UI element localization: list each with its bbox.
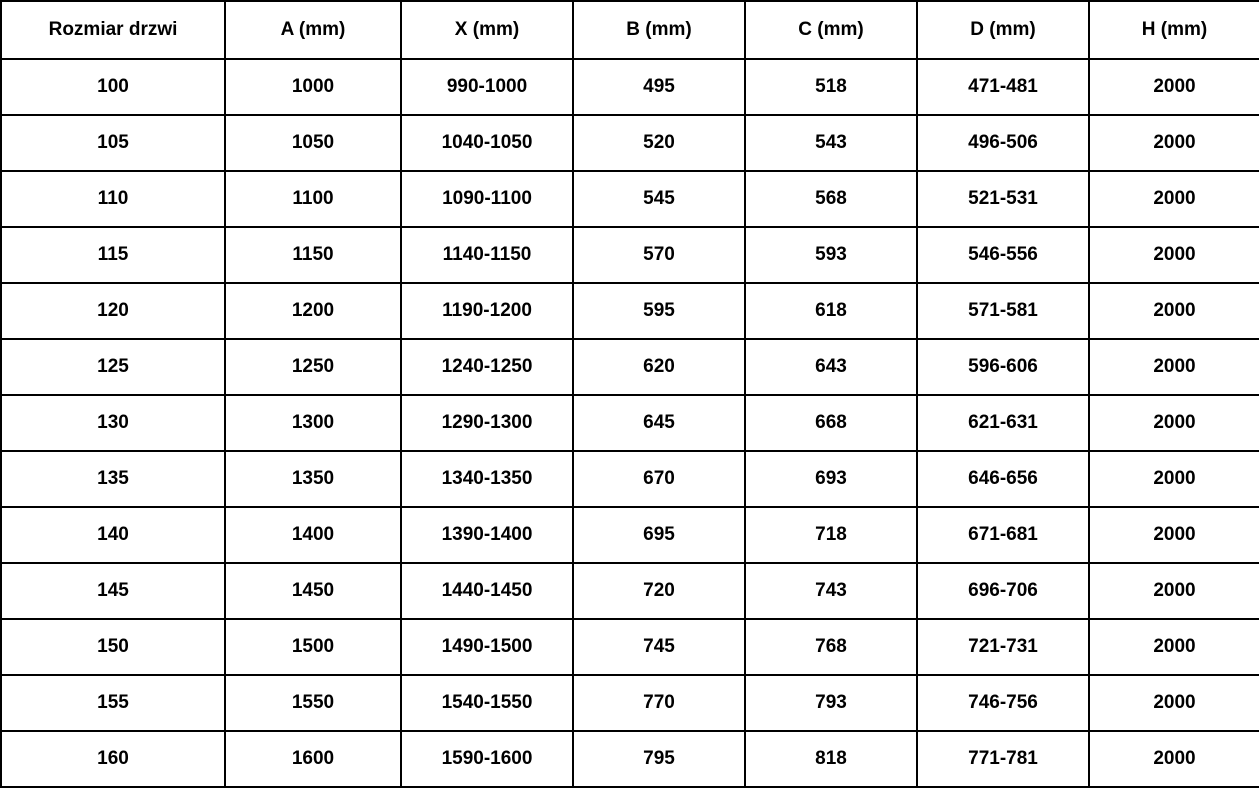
column-header-h: H (mm)	[1089, 1, 1259, 59]
cell-c: 693	[745, 451, 917, 507]
cell-c: 718	[745, 507, 917, 563]
table-row	[1, 395, 1259, 451]
cell-c: 543	[745, 115, 917, 171]
cell-a: 1150	[225, 227, 401, 283]
column-header-b: B (mm)	[573, 1, 745, 59]
table-row	[1, 227, 1259, 283]
cell-x: 1090-1100	[401, 171, 573, 227]
column-header-x: X (mm)	[401, 1, 573, 59]
cell-d: 721-731	[917, 619, 1089, 675]
cell-h: 2000	[1089, 731, 1259, 787]
cell-b: 670	[573, 451, 745, 507]
cell-d: 746-756	[917, 675, 1089, 731]
table-row	[1, 283, 1259, 339]
cell-a: 1400	[225, 507, 401, 563]
cell-h: 2000	[1089, 395, 1259, 451]
cell-d: 546-556	[917, 227, 1089, 283]
cell-x: 1340-1350	[401, 451, 573, 507]
column-header-c: C (mm)	[745, 1, 917, 59]
cell-h: 2000	[1089, 227, 1259, 283]
table-row	[1, 563, 1259, 619]
cell-c: 743	[745, 563, 917, 619]
cell-x: 1040-1050	[401, 115, 573, 171]
cell-h: 2000	[1089, 283, 1259, 339]
cell-c: 818	[745, 731, 917, 787]
cell-b: 770	[573, 675, 745, 731]
cell-x: 1540-1550	[401, 675, 573, 731]
cell-x: 1590-1600	[401, 731, 573, 787]
table-row	[1, 171, 1259, 227]
cell-x: 1290-1300	[401, 395, 573, 451]
cell-b: 720	[573, 563, 745, 619]
table-header	[1, 1, 1259, 59]
cell-d: 596-606	[917, 339, 1089, 395]
cell-b: 595	[573, 283, 745, 339]
cell-c: 593	[745, 227, 917, 283]
cell-d: 771-781	[917, 731, 1089, 787]
cell-h: 2000	[1089, 339, 1259, 395]
table-row	[1, 115, 1259, 171]
cell-d: 471-481	[917, 59, 1089, 115]
cell-h: 2000	[1089, 619, 1259, 675]
table-row	[1, 507, 1259, 563]
cell-d: 571-581	[917, 283, 1089, 339]
cell-c: 793	[745, 675, 917, 731]
cell-h: 2000	[1089, 171, 1259, 227]
cell-d: 621-631	[917, 395, 1089, 451]
cell-door-size: 110	[1, 171, 225, 227]
cell-door-size: 105	[1, 115, 225, 171]
cell-door-size: 140	[1, 507, 225, 563]
cell-c: 643	[745, 339, 917, 395]
column-header-d: D (mm)	[917, 1, 1089, 59]
cell-h: 2000	[1089, 563, 1259, 619]
table-header-row	[1, 1, 1259, 59]
cell-a: 1100	[225, 171, 401, 227]
table-row	[1, 59, 1259, 115]
cell-door-size: 150	[1, 619, 225, 675]
cell-door-size: 160	[1, 731, 225, 787]
cell-a: 1300	[225, 395, 401, 451]
cell-door-size: 155	[1, 675, 225, 731]
cell-d: 696-706	[917, 563, 1089, 619]
cell-b: 620	[573, 339, 745, 395]
cell-d: 646-656	[917, 451, 1089, 507]
cell-b: 545	[573, 171, 745, 227]
cell-h: 2000	[1089, 451, 1259, 507]
cell-c: 668	[745, 395, 917, 451]
cell-b: 520	[573, 115, 745, 171]
cell-door-size: 130	[1, 395, 225, 451]
cell-door-size: 120	[1, 283, 225, 339]
cell-x: 1190-1200	[401, 283, 573, 339]
cell-b: 795	[573, 731, 745, 787]
cell-a: 1600	[225, 731, 401, 787]
cell-door-size: 125	[1, 339, 225, 395]
cell-x: 1140-1150	[401, 227, 573, 283]
cell-x: 1240-1250	[401, 339, 573, 395]
cell-c: 768	[745, 619, 917, 675]
cell-a: 1200	[225, 283, 401, 339]
table-body	[1, 59, 1259, 787]
table-row	[1, 451, 1259, 507]
table-row	[1, 619, 1259, 675]
cell-x: 990-1000	[401, 59, 573, 115]
cell-c: 618	[745, 283, 917, 339]
cell-d: 671-681	[917, 507, 1089, 563]
cell-b: 745	[573, 619, 745, 675]
table-row	[1, 339, 1259, 395]
cell-a: 1050	[225, 115, 401, 171]
cell-a: 1250	[225, 339, 401, 395]
cell-door-size: 100	[1, 59, 225, 115]
cell-a: 1350	[225, 451, 401, 507]
table-row	[1, 731, 1259, 787]
column-header-door-size: Rozmiar drzwi	[1, 1, 225, 59]
cell-b: 570	[573, 227, 745, 283]
cell-door-size: 115	[1, 227, 225, 283]
cell-a: 1550	[225, 675, 401, 731]
cell-c: 568	[745, 171, 917, 227]
cell-a: 1000	[225, 59, 401, 115]
cell-door-size: 145	[1, 563, 225, 619]
cell-h: 2000	[1089, 675, 1259, 731]
cell-b: 495	[573, 59, 745, 115]
cell-d: 496-506	[917, 115, 1089, 171]
cell-h: 2000	[1089, 507, 1259, 563]
cell-x: 1390-1400	[401, 507, 573, 563]
cell-c: 518	[745, 59, 917, 115]
cell-a: 1450	[225, 563, 401, 619]
cell-x: 1490-1500	[401, 619, 573, 675]
column-header-a: A (mm)	[225, 1, 401, 59]
cell-b: 645	[573, 395, 745, 451]
cell-door-size: 135	[1, 451, 225, 507]
cell-a: 1500	[225, 619, 401, 675]
cell-b: 695	[573, 507, 745, 563]
cell-h: 2000	[1089, 59, 1259, 115]
cell-d: 521-531	[917, 171, 1089, 227]
cell-h: 2000	[1089, 115, 1259, 171]
cell-x: 1440-1450	[401, 563, 573, 619]
table-row	[1, 675, 1259, 731]
